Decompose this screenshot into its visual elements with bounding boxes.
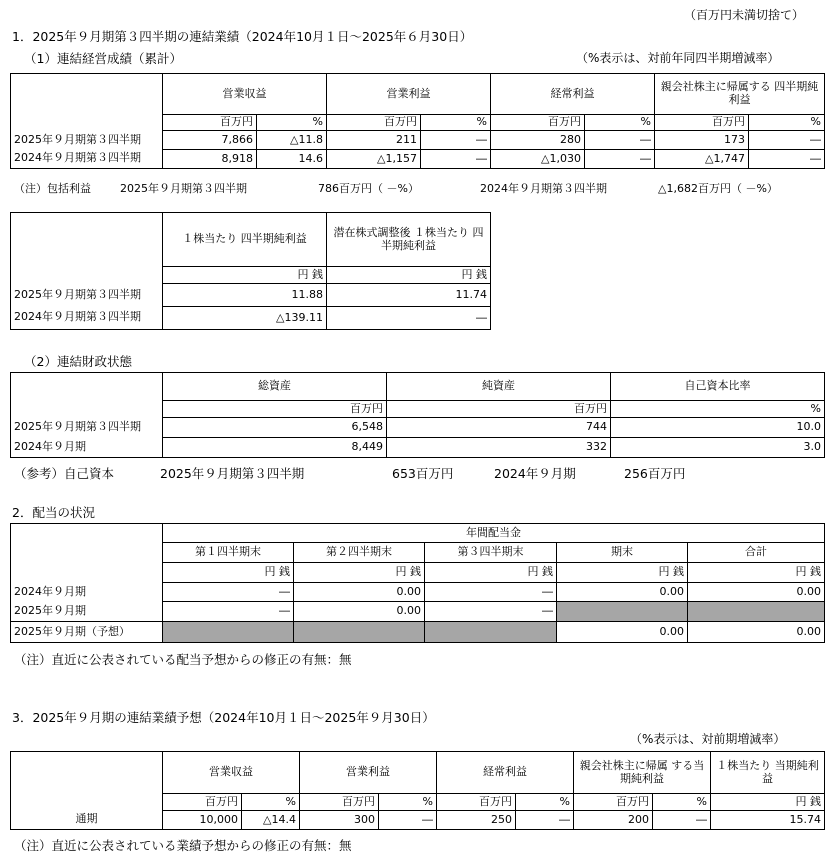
shaded-cell [425,622,557,643]
col-header: １株当たり 当期純利益 [711,752,825,794]
col-header: 自己資本比率 [611,373,825,401]
unit-label: 円 銭 [294,563,425,583]
cell: 3.0 [611,438,825,458]
unit-label: % [421,115,491,131]
unit-label: 百万円 [387,401,611,418]
cell: 11.74 [327,284,491,307]
cell: 7,866 [163,131,257,150]
ref-period2: 2024年９月期 [494,466,576,481]
cell: 0.00 [557,583,688,602]
cell: 8,918 [163,150,257,169]
cell: △1,157 [327,150,421,169]
section1-sub1: （1）連結経営成績（累計） [24,51,182,66]
unit-label: % [516,794,574,811]
section3-pct-note: （%表示は、対前期増減率） [630,732,786,746]
unit-label: % [257,115,327,131]
table-row [11,131,825,150]
col-header: 親会社株主に帰属 する当期純利益 [574,752,711,794]
unit-label: % [585,115,655,131]
col-header: 営業収益 [163,74,327,115]
cell: ― [585,131,655,150]
comp-note-label: （注）包括利益 [14,182,91,195]
col-header: 親会社株主に帰属する 四半期純利益 [655,74,825,115]
unit-label: 円 銭 [711,794,825,811]
shaded-cell [294,622,425,643]
col-header: 第２四半期末 [294,543,425,563]
cell: ― [379,811,437,830]
col-header: 営業収益 [163,752,300,794]
cell: ― [425,602,557,622]
col-header: 経常利益 [437,752,574,794]
ref-value1: 653百万円 [392,466,454,481]
unit-label: % [242,794,300,811]
shaded-cell [163,622,294,643]
unit-label: 百万円 [491,115,585,131]
table-row [11,438,825,458]
cell: 10,000 [163,811,242,830]
unit-label: 百万円 [327,115,421,131]
cell: 0.00 [688,622,825,643]
cell: 332 [387,438,611,458]
cell: 200 [574,811,653,830]
cell: ― [749,131,825,150]
section1-title: 1．2025年９月期第３四半期の連結業績（2024年10月１日～2025年６月30日） [12,29,473,44]
dividends-table [10,523,825,643]
dividend-note: （注）直近に公表されている配当予想からの修正の有無：無 [14,652,352,667]
cell: 0.00 [294,602,425,622]
col-header: 第１四半期末 [163,543,294,563]
eps-table [10,212,491,330]
section1-pct-note: （%表示は、対前年同四半期増減率） [576,51,780,65]
unit-label: % [379,794,437,811]
cell: ― [421,150,491,169]
blank-header [11,74,163,115]
cell: ― [749,150,825,169]
forecast-table [10,751,825,830]
unit-label: 円 銭 [425,563,557,583]
cell: 0.00 [688,583,825,602]
cell: 211 [327,131,421,150]
cell: ― [585,150,655,169]
comp-note-period1: 2025年９月期第３四半期 [120,182,247,195]
unit-label: 円 銭 [163,563,294,583]
cell: ― [421,131,491,150]
unit-label: 百万円 [163,115,257,131]
cell: 744 [387,418,611,438]
cell: 280 [491,131,585,150]
section1-sub2: （2）連結財政状態 [24,354,132,369]
cell: △14.4 [242,811,300,830]
shaded-cell [688,602,825,622]
cell: 11.88 [163,284,327,307]
comp-note-value1: 786百万円（ －%） [318,182,419,195]
cell: 300 [300,811,379,830]
cell: 8,449 [163,438,387,458]
unit-label: 円 銭 [163,267,327,284]
cell: 6,548 [163,418,387,438]
cell: ― [163,602,294,622]
section2-title: 2．配当の状況 [12,505,95,520]
col-header: 営業利益 [327,74,491,115]
row-label: 2025年９月期（予想） [11,622,163,643]
unit-label: 円 銭 [327,267,491,284]
cell: 15.74 [711,811,825,830]
table-row [11,583,825,602]
unit-label: 百万円 [655,115,749,131]
ref-label: （参考）自己資本 [14,466,115,481]
operating-results-table [10,73,825,169]
unit-label: 円 銭 [557,563,688,583]
col-header: 純資産 [387,373,611,401]
row-label: 2025年９月期第３四半期 [11,284,163,307]
row-label: 2024年９月期 [11,438,163,458]
cell: 0.00 [294,583,425,602]
cell: △11.8 [257,131,327,150]
col-header: 総資産 [163,373,387,401]
table-row [11,622,825,643]
row-label: 2025年９月期第３四半期 [11,418,163,438]
comp-note-value2: △1,682百万円（ －%） [658,182,778,195]
unit-label: % [653,794,711,811]
cell: ― [425,583,557,602]
table-row [11,811,825,830]
shaded-cell [557,602,688,622]
table-row [11,418,825,438]
col-header: 経常利益 [491,74,655,115]
row-label: 2025年９月期 [11,602,163,622]
ref-period1: 2025年９月期第３四半期 [160,466,305,481]
unit-label: 百万円 [437,794,516,811]
table-row [11,284,491,307]
row-label: 2024年９月期 [11,583,163,602]
cell: 250 [437,811,516,830]
unit-label: 百万円 [574,794,653,811]
comp-note-period2: 2024年９月期第３四半期 [480,182,607,195]
table-row [11,602,825,622]
unit-label: 円 銭 [688,563,825,583]
cell: ― [516,811,574,830]
unit-label: 百万円 [163,794,242,811]
cell: 0.00 [557,622,688,643]
unit-label: 百万円 [300,794,379,811]
cell: ― [653,811,711,830]
section3-title: 3．2025年９月期の連結業績予想（2024年10月１日～2025年９月30日） [12,710,435,725]
cell: △139.11 [163,307,327,330]
col-header: 潜在株式調整後 １株当たり 四半期純利益 [327,213,491,267]
row-label: 通期 [11,811,163,830]
ref-value2: 256百万円 [624,466,686,481]
unit-label: % [611,401,825,418]
col-header: 営業利益 [300,752,437,794]
col-header: 第３四半期末 [425,543,557,563]
cell: ― [163,583,294,602]
cell: 173 [655,131,749,150]
cell: △1,747 [655,150,749,169]
cell: ― [327,307,491,330]
row-label: 2024年９月期第３四半期 [11,150,163,169]
forecast-note: （注）直近に公表されている業績予想からの修正の有無：無 [14,838,352,853]
unit-label: % [749,115,825,131]
col-header: 合計 [688,543,825,563]
unit-label: 百万円 [163,401,387,418]
col-header: 期末 [557,543,688,563]
row-label: 2024年９月期第３四半期 [11,307,163,330]
col-header: １株当たり 四半期純利益 [163,213,327,267]
table-row [11,307,491,330]
row-label: 2025年９月期第３四半期 [11,131,163,150]
cell: 10.0 [611,418,825,438]
unit-note: （百万円未満切捨て） [684,8,805,22]
financial-position-table [10,372,825,458]
cell: △1,030 [491,150,585,169]
group-header: 年間配当金 [163,524,825,543]
cell: 14.6 [257,150,327,169]
table-row [11,150,825,169]
